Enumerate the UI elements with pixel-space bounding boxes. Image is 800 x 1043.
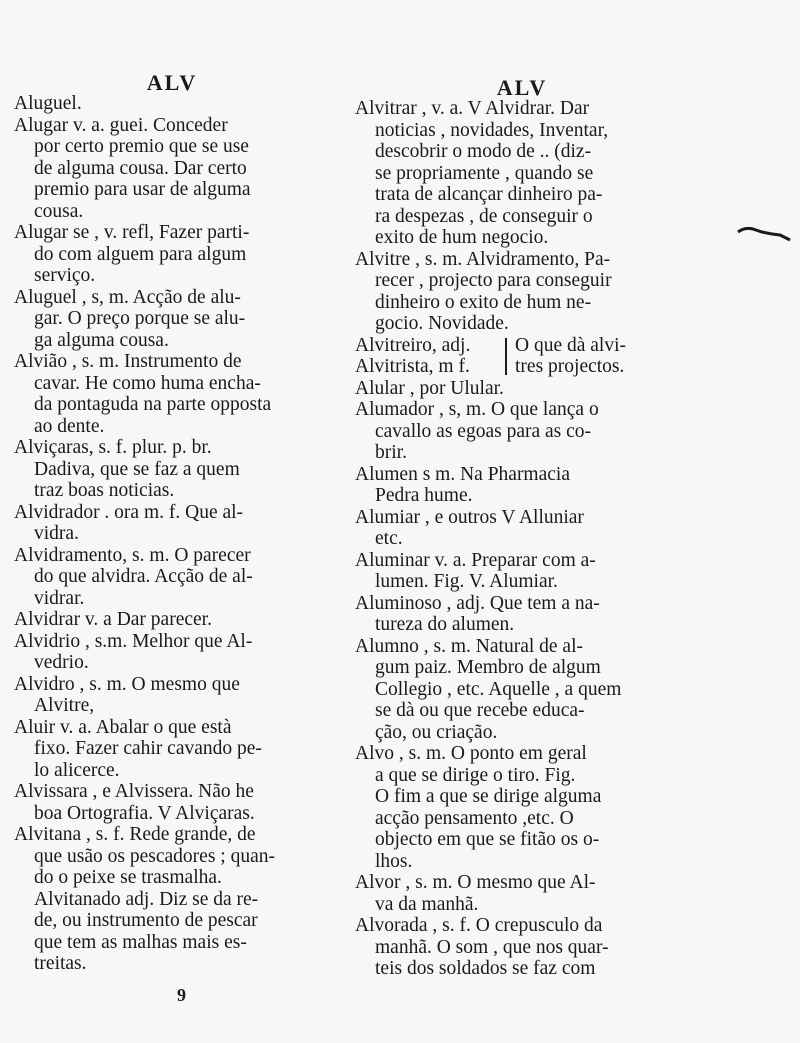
- entry-continuation-line: cavar. He como huma encha-: [34, 372, 261, 394]
- entry-headword-line: Alvissara , e Alvissera. Não he: [14, 781, 254, 802]
- right-column: [355, 98, 667, 980]
- entry-continuation-line: acção pensamento ,etc. O: [375, 807, 574, 829]
- entry-headword-line: Alumno , s. m. Natural de al-: [355, 635, 583, 657]
- entry-headword-line: Alugar se , v. refl, Fazer parti-: [14, 222, 250, 243]
- entry-continuation-line: brir.: [375, 442, 407, 463]
- margin-ink-mark: [736, 222, 792, 242]
- entry-headword-line: Aluir v. a. Abalar o que està: [14, 716, 232, 738]
- entry-continuation-line: que tem as malhas mais es-: [34, 931, 247, 953]
- entry-continuation-line: gar. O preço porque se alu-: [34, 308, 246, 329]
- entry-continuation-line: Collegio , etc. Aquelle , a quem: [375, 678, 622, 700]
- entry-continuation-line: do com alguem para algum: [34, 243, 247, 265]
- entry-continuation-line: descobrir o modo de .. (diz-: [375, 141, 592, 162]
- entry-continuation-line: premio para usar de alguma: [34, 179, 251, 200]
- entry-continuation-line: ra despezas , de conseguir o: [375, 205, 593, 227]
- entry-continuation-line: Pedra hume.: [375, 485, 473, 506]
- brace-right-line: tres projectos.: [515, 356, 625, 377]
- entry-headword-line: Alumiar , e outros V Alluniar: [355, 506, 584, 528]
- brace-right-line: O que dà alvi-: [515, 334, 627, 356]
- entry-continuation-line: boa Ortografia. V Alviçaras.: [34, 802, 255, 824]
- entry-continuation-line: etc.: [375, 528, 403, 549]
- entry-continuation-line: Alvitre,: [34, 695, 95, 716]
- entry-continuation-line: dinheiro o exito de hum ne-: [375, 291, 592, 313]
- right-column-entries-top: [355, 98, 667, 335]
- entry-headword-line: Alular , por Ulular.: [355, 377, 504, 399]
- running-head-right: ALV: [496, 75, 548, 100]
- entry-continuation-line: ga alguma cousa.: [34, 329, 169, 351]
- entry-headword-line: Alumador , s, m. O que lança o: [355, 399, 599, 420]
- entry-continuation-line: teis dos soldados se faz com: [375, 958, 596, 979]
- alvitreiro-brace-block: [355, 335, 667, 378]
- entry-headword-line: Aluguel , s, m. Acção de alu-: [14, 286, 241, 308]
- entry-headword-line: Alvidramento, s. m. O parecer: [14, 544, 251, 566]
- entry-continuation-line: vidrar.: [34, 587, 85, 609]
- running-head-left: ALV: [146, 70, 198, 95]
- entry-headword-line: Alvidro , s. m. O mesmo que: [14, 673, 240, 695]
- page-number: 9: [177, 985, 186, 1005]
- entry-continuation-line: recer , projecto para conseguir: [375, 270, 612, 291]
- entry-continuation-line: Dadiva, que se faz a quem: [34, 458, 240, 480]
- entry-continuation-line: que usão os pescadores ; quan-: [34, 845, 275, 867]
- entry-continuation-line: gum paiz. Membro de algum: [375, 657, 601, 678]
- entry-continuation-line: vidra.: [34, 523, 79, 544]
- entry-headword-line: Aluguel.: [14, 93, 82, 114]
- entry-continuation-line: lhos.: [375, 850, 413, 872]
- entry-continuation-line: exito de hum negocio.: [375, 227, 549, 248]
- entry-headword-line: Alvor , s. m. O mesmo que Al-: [355, 872, 596, 893]
- entry-continuation-line: ção, ou criação.: [375, 721, 498, 743]
- entry-headword-line: Alvião , s. m. Instrumento de: [14, 351, 242, 372]
- brace-left-line: Alvitreiro, adj.: [355, 334, 471, 356]
- entry-continuation-line: de alguma cousa. Dar certo: [34, 157, 247, 179]
- entry-continuation-line: por certo premio que se use: [34, 136, 249, 157]
- brace-left-line: Alvitrista, m f.: [355, 356, 470, 377]
- right-column-entries-bottom: [355, 378, 667, 980]
- entry-continuation-line: fixo. Fazer cahir cavando pe-: [34, 738, 262, 759]
- entry-continuation-line: da pontaguda na parte opposta: [34, 394, 272, 415]
- entry-continuation-line: O fim a que se dirige alguma: [375, 786, 602, 807]
- entry-continuation-line: de, ou instrumento de pescar: [34, 910, 258, 931]
- entry-continuation-line: Alvitanado adj. Diz se da re-: [34, 888, 259, 910]
- entry-continuation-line: traz boas noticias.: [34, 480, 175, 501]
- entry-headword-line: Alvitana , s. f. Rede grande, de: [14, 824, 256, 845]
- entry-continuation-line: do que alvidra. Acção de al-: [34, 566, 253, 587]
- entry-continuation-line: treitas.: [34, 953, 87, 974]
- entry-continuation-line: ao dente.: [34, 415, 105, 437]
- entry-headword-line: Alvidrio , s.m. Melhor que Al-: [14, 630, 253, 652]
- left-column: [14, 93, 334, 975]
- entry-headword-line: Alumen s m. Na Pharmacia: [355, 463, 570, 485]
- entry-headword-line: Alviçaras, s. f. plur. p. br.: [14, 437, 212, 458]
- entry-continuation-line: lo alicerce.: [34, 759, 120, 781]
- entry-continuation-line: do o peixe se trasmalha.: [34, 867, 222, 888]
- entry-continuation-line: noticias , novidades, Inventar,: [375, 119, 609, 141]
- entry-continuation-line: lumen. Fig. V. Alumiar.: [375, 571, 558, 592]
- entry-headword-line: Alvitrar , v. a. V Alvidrar. Dar: [355, 98, 590, 119]
- entry-continuation-line: manhã. O som , que nos quar-: [375, 936, 609, 958]
- entry-headword-line: Alvorada , s. f. O crepusculo da: [355, 915, 603, 936]
- entry-headword-line: Aluminar v. a. Preparar com a-: [355, 549, 596, 571]
- entry-continuation-line: se propriamente , quando se: [375, 162, 594, 184]
- entry-headword-line: Alugar v. a. guei. Conceder: [14, 114, 228, 136]
- entry-continuation-line: tureza do alumen.: [375, 614, 515, 635]
- entry-continuation-line: se dà ou que recebe educa-: [375, 700, 585, 721]
- entry-headword-line: Alvidrar v. a Dar parecer.: [14, 609, 212, 630]
- entry-continuation-line: a que se dirige o tiro. Fig.: [375, 764, 576, 786]
- entry-continuation-line: cousa.: [34, 200, 84, 222]
- brace-divider: [505, 338, 507, 375]
- entry-headword-line: Alvitre , s. m. Alvidramento, Pa-: [355, 248, 611, 270]
- entry-headword-line: Aluminoso , adj. Que tem a na-: [355, 592, 600, 614]
- entry-headword-line: Alvidrador . ora m. f. Que al-: [14, 501, 244, 523]
- entry-continuation-line: cavallo as egoas para as co-: [375, 420, 592, 442]
- entry-continuation-line: serviço.: [34, 265, 96, 286]
- entry-continuation-line: trata de alcançar dinheiro pa-: [375, 184, 603, 205]
- entry-continuation-line: va da manhã.: [375, 893, 479, 915]
- entry-continuation-line: vedrio.: [34, 652, 89, 673]
- entry-headword-line: Alvo , s. m. O ponto em geral: [355, 743, 587, 764]
- entry-continuation-line: gocio. Novidade.: [375, 313, 509, 334]
- entry-continuation-line: objecto em que se fitão os o-: [375, 829, 600, 850]
